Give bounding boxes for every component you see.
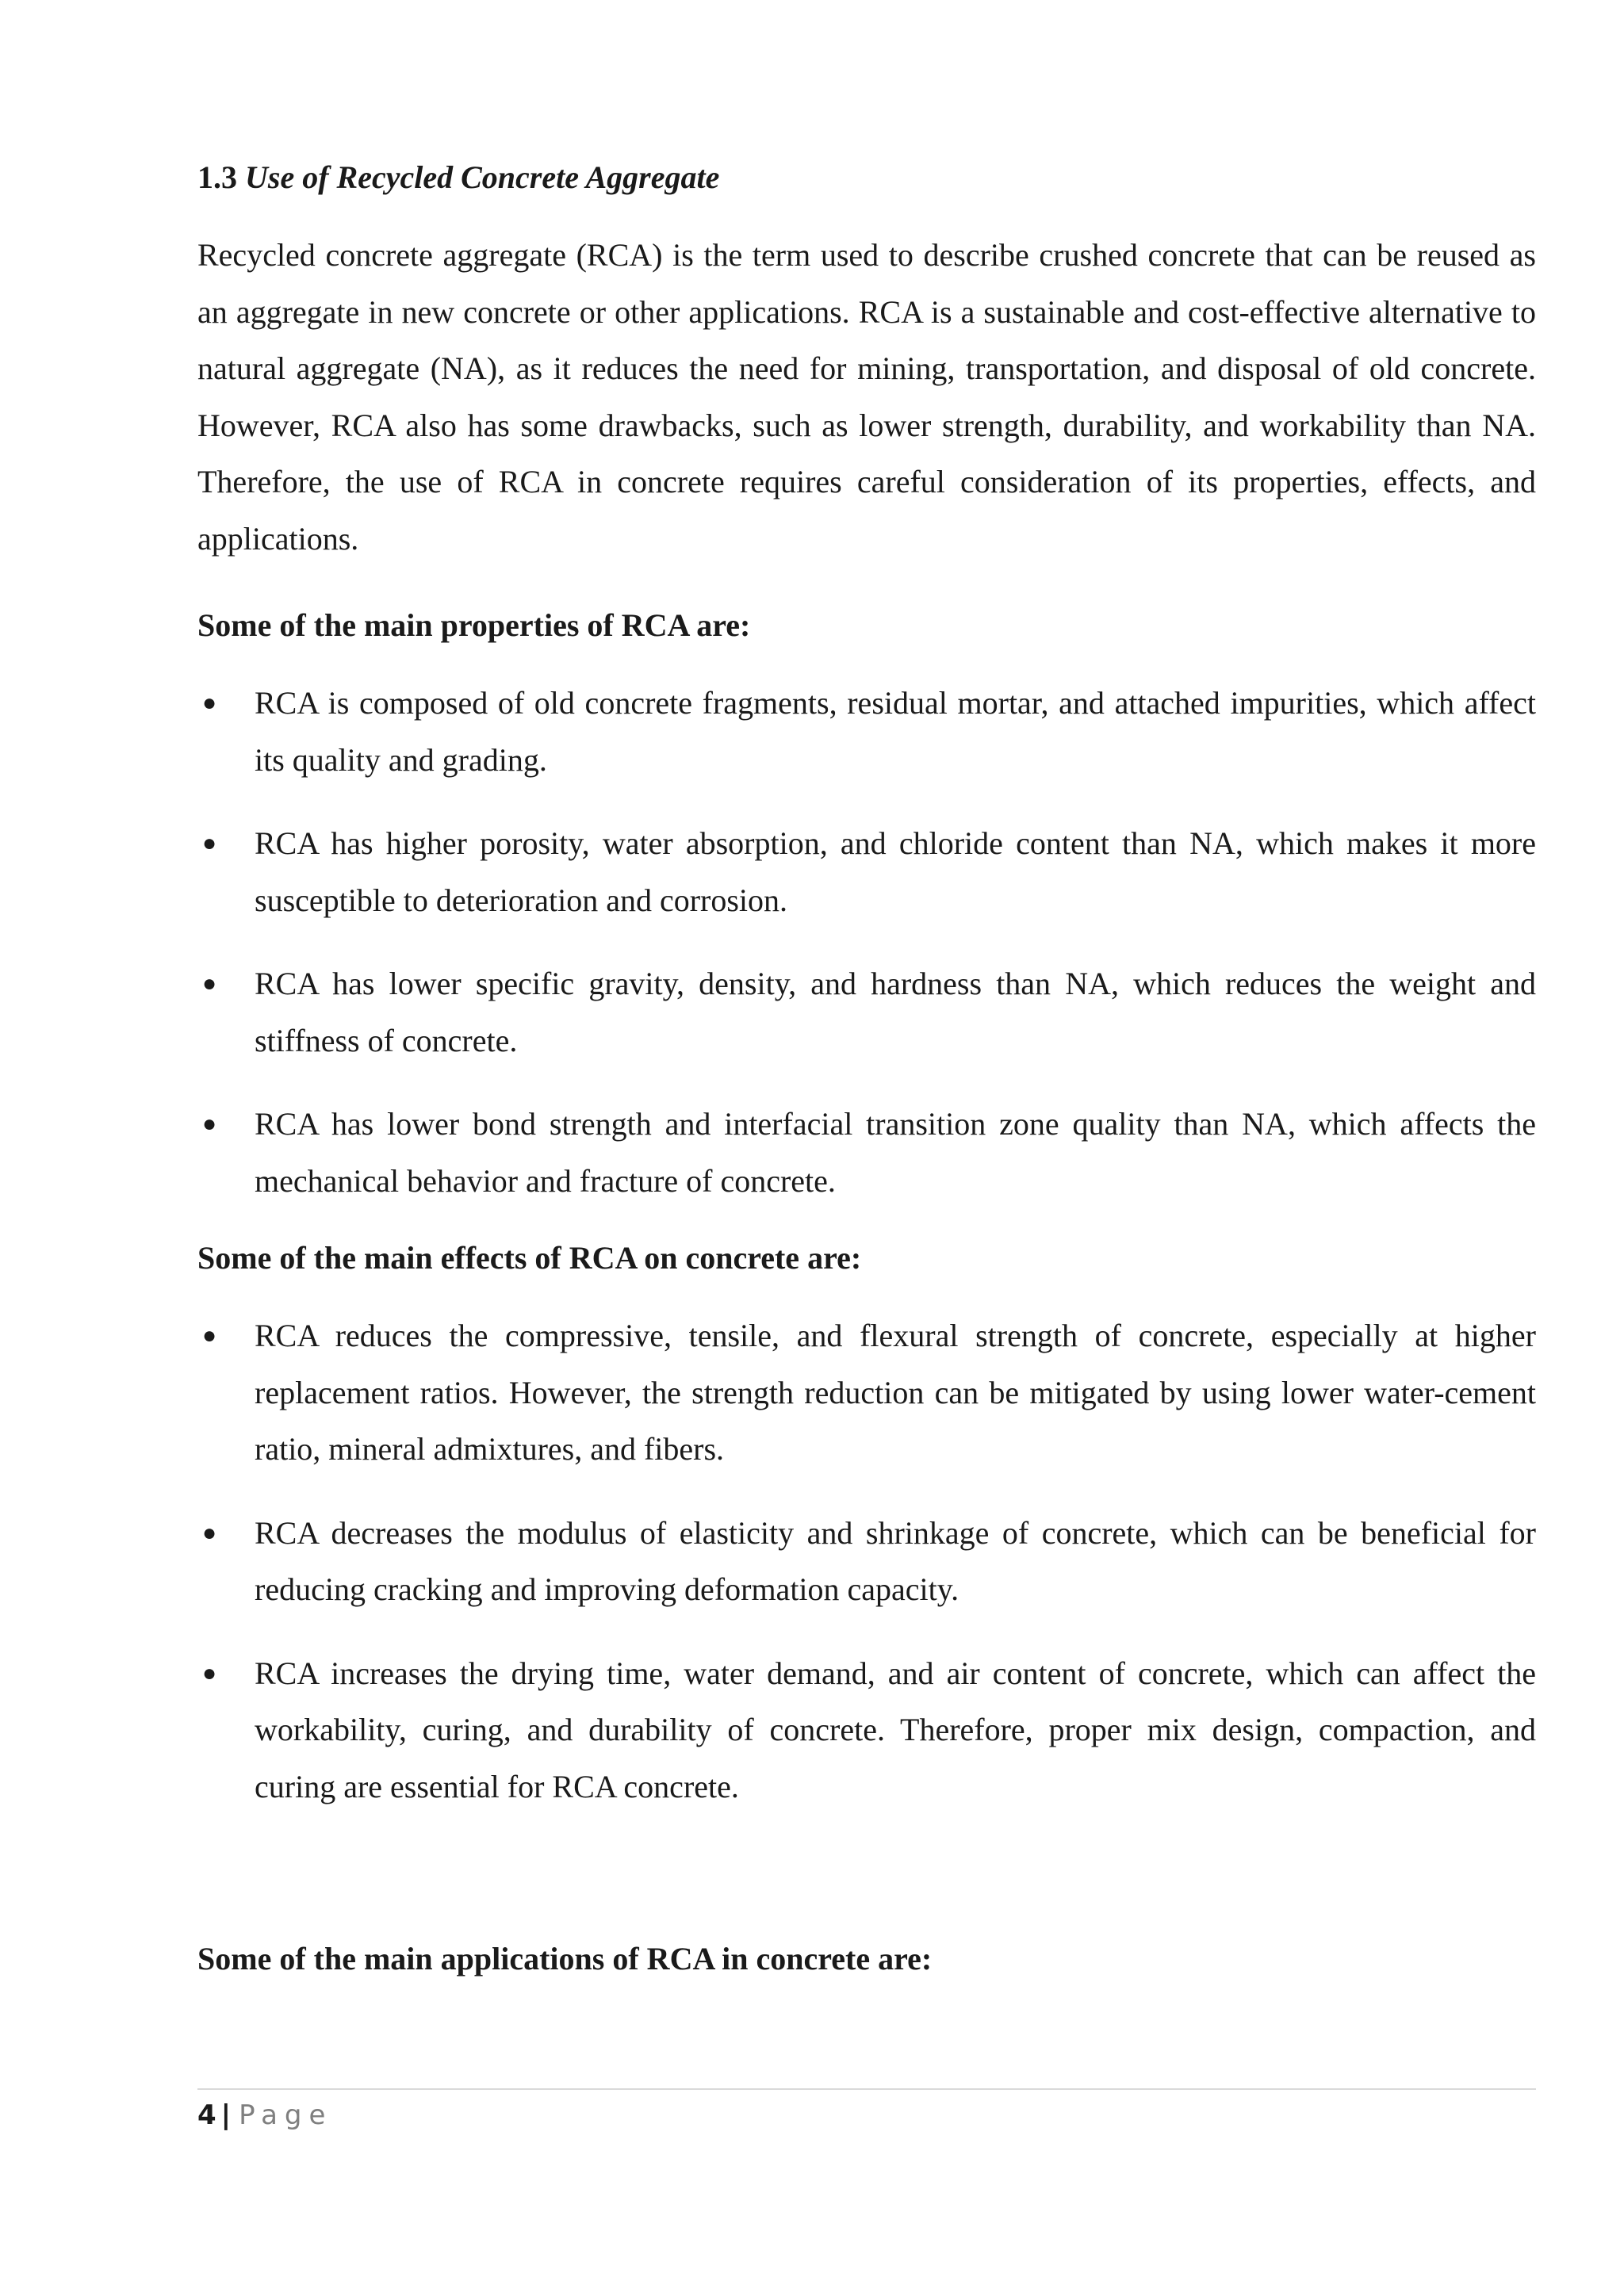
- list-item: [197, 1505, 1536, 1618]
- list-item-text: RCA has lower bond strength and interfacial transition zone quality than NA, which affects the mechanical behavior and fracture of concrete.: [255, 1106, 1536, 1199]
- list-item: [197, 1096, 1536, 1209]
- bullet-icon: ●: [202, 970, 217, 997]
- footer-divider: [197, 2088, 1536, 2090]
- list-item: [197, 675, 1536, 788]
- applications-heading: Some of the main applications of RCA in concrete are:: [197, 1941, 933, 1976]
- page-number: 4: [197, 2099, 216, 2131]
- footer-separator: |: [220, 2099, 232, 2131]
- bullet-icon: ●: [202, 830, 217, 856]
- bullet-icon: ●: [202, 1659, 217, 1686]
- section-number: 1.3: [197, 159, 237, 195]
- list-item: [197, 955, 1536, 1069]
- list-item-text: RCA decreases the modulus of elasticity and shrinkage of concrete, which can be beneficial for reducing cracking and improving deformation capacity.: [255, 1514, 1536, 1607]
- properties-list: [197, 675, 1536, 1209]
- list-item-text: RCA reduces the compressive, tensile, and flexural strength of concrete, especially at higher replacement ratios. However, the strength reduction can be mitigated by using lower water-cement ratio, mineral admixtures, and fibers.: [255, 1318, 1536, 1467]
- list-item: [197, 815, 1536, 928]
- section-title: Use of Recycled Concrete Aggregate: [245, 159, 720, 195]
- properties-heading: Some of the main properties of RCA are:: [197, 607, 751, 643]
- effects-list: [197, 1307, 1536, 1815]
- bullet-icon: ●: [202, 690, 217, 716]
- list-item-text: RCA increases the drying time, water demand, and air content of concrete, which can affect the workability, curing, and durability of concrete. Therefore, proper mix design, compaction, and curing are essential for RCA concrete.: [255, 1655, 1536, 1804]
- page-content: [197, 155, 1536, 2008]
- list-item: [197, 1307, 1536, 1478]
- bullet-icon: ●: [202, 1519, 217, 1546]
- spacer: [197, 1842, 1536, 1937]
- bullet-icon: ●: [202, 1322, 217, 1349]
- section-heading: [197, 155, 1536, 200]
- list-item-text: RCA is composed of old concrete fragments, residual mortar, and attached impurities, which affect its quality and grading.: [255, 685, 1536, 778]
- list-item-text: RCA has lower specific gravity, density, and hardness than NA, which reduces the weight and stiffness of concrete.: [255, 966, 1536, 1058]
- page-label: Page: [239, 2099, 333, 2131]
- page-footer: [197, 2097, 332, 2133]
- list-item-text: RCA has higher porosity, water absorption, and chloride content than NA, which makes it more susceptible to deterioration and corrosion.: [255, 825, 1536, 918]
- list-item: [197, 1645, 1536, 1816]
- effects-heading: Some of the main effects of RCA on concrete are:: [197, 1240, 862, 1276]
- intro-paragraph: Recycled concrete aggregate (RCA) is the term used to describe crushed concrete that can be reused as an aggregate in new concrete or other applications. RCA is a sustainable and cost-effective alternative to natural aggregate (NA), as it reduces the need for mining, transportation, and disposal of old concrete. However, RCA also has some drawbacks, such as lower strength, durability, and workability than NA. Therefore, the use of RCA in concrete requires careful consideration of its properties, effects, and applications.: [197, 237, 1536, 557]
- bullet-icon: ●: [202, 1111, 217, 1137]
